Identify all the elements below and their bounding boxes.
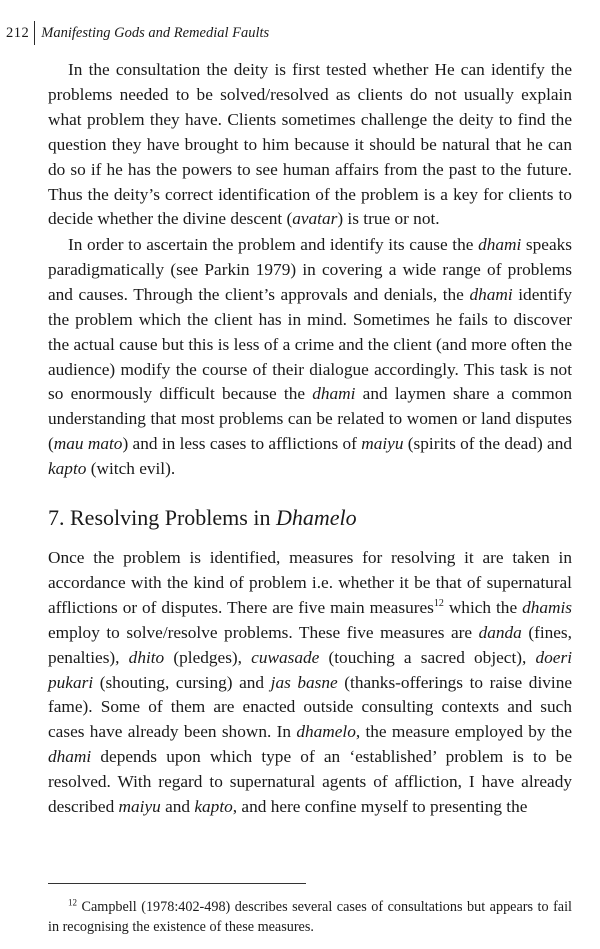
italic-term: cuwasade	[251, 647, 320, 667]
text-run: ) is true or not.	[337, 209, 440, 229]
section-heading	[48, 504, 357, 532]
italic-term: dhami	[48, 747, 92, 767]
text-run: , and here confine myself to presenting the	[232, 797, 528, 817]
italic-term: dhito	[128, 647, 165, 667]
italic-term: maiyu	[361, 434, 404, 454]
italic-term: dhami	[478, 235, 522, 254]
text-run: (witch evil).	[86, 459, 176, 479]
text-run: (touching a sacred object),	[319, 647, 536, 667]
footnote-divider	[48, 883, 306, 884]
italic-term: mau mato	[53, 434, 123, 454]
section-heading-italic: Dhamelo	[275, 505, 357, 530]
italic-term: doeri pukari	[48, 647, 572, 692]
footnote-text	[48, 897, 572, 937]
italic-term: dhami	[312, 384, 356, 404]
text-run: (spirits of the dead) and	[403, 434, 572, 454]
text-run: (shouting, cursing) and	[93, 672, 271, 692]
paragraph-2-text	[48, 233, 572, 482]
footnote-body: Campbell (1978:402-498) describes several cases of consultations but appears to fail in recognising the existence of these measures.	[48, 899, 572, 935]
text-run: In the consultation the deity is first tested whether He can identify the problems needed to be solved/resolved as clients do not usually explain what problem they have. Clients sometimes challenge the deity to find the question they have brought to him because it should be natural that he can do so if he has the powers to see human affairs from the past to the future. Thus the deity’s correct identification of the problem is a key for clients to decide whether the divine descent (	[48, 60, 572, 229]
italic-term: jas basne	[270, 672, 338, 692]
text-run: identify the problem which the client has in mind. Sometimes he fails to discover the actual cause but this is less of a crime and the client (and more often the audience) modify the course of their dialogue accordingly. This task is not so enormously difficult because the	[48, 284, 572, 404]
text-run: (fines, penalties),	[48, 622, 572, 667]
paragraph-1-text	[48, 58, 572, 232]
running-header	[6, 20, 269, 46]
paragraph-1	[48, 58, 572, 232]
text-run: which the	[443, 597, 523, 617]
text-run: speaks paradigmatically (see Parkin 1979) in covering a wide range of problems and causes. Through the client’s approvals and denials, the	[48, 235, 572, 304]
italic-term: kapto	[48, 459, 87, 479]
italic-term: dhamis	[522, 597, 572, 617]
italic-term: dhamelo	[296, 722, 356, 742]
header-divider	[34, 21, 35, 45]
footnote	[48, 897, 572, 937]
text-run: (pledges),	[164, 647, 252, 667]
text-run: Once the problem is identified, measures for resolving it are taken in accordance with the kind of problem i.e. whether it be that of supernatural afflictions or of disputes. There are five main measures	[48, 548, 572, 617]
text-run: and laymen share a common understanding that most problems can be related to women or land disputes (	[48, 384, 573, 454]
italic-term: danda	[478, 622, 522, 642]
text-run: and	[160, 797, 195, 817]
paragraph-2	[48, 233, 572, 482]
text-run: In order to ascertain the problem and identify its cause the	[68, 235, 479, 254]
section-heading-text: 7. Resolving Problems in	[48, 505, 276, 530]
text-run: (thanks-offerings to raise divine fame). Some of them are enacted outside consulting contexts and such cases have already been shown. In	[48, 672, 572, 742]
italic-term: dhami	[469, 284, 513, 304]
text-run: , the measure employed by the	[355, 722, 572, 742]
footnote-reference[interactable]: 12	[433, 598, 444, 610]
page-number: 212	[6, 24, 30, 41]
paragraph-3-text	[48, 546, 572, 820]
running-title: Manifesting Gods and Remedial Faults	[41, 24, 270, 41]
footnote-marker: 12	[68, 897, 77, 908]
text-run: depends upon which type of an ‘established’ problem is to be resolved. With regard to supernatural agents of affliction, I have already described	[48, 747, 572, 817]
italic-term: kapto	[194, 797, 233, 817]
paragraph-3	[48, 546, 572, 820]
text-run: employ to solve/resolve problems. These five measures are	[48, 622, 479, 642]
italic-term: maiyu	[118, 797, 161, 817]
text-run: ) and in less cases to afflictions of	[122, 434, 362, 454]
italic-term: avatar	[292, 209, 338, 229]
